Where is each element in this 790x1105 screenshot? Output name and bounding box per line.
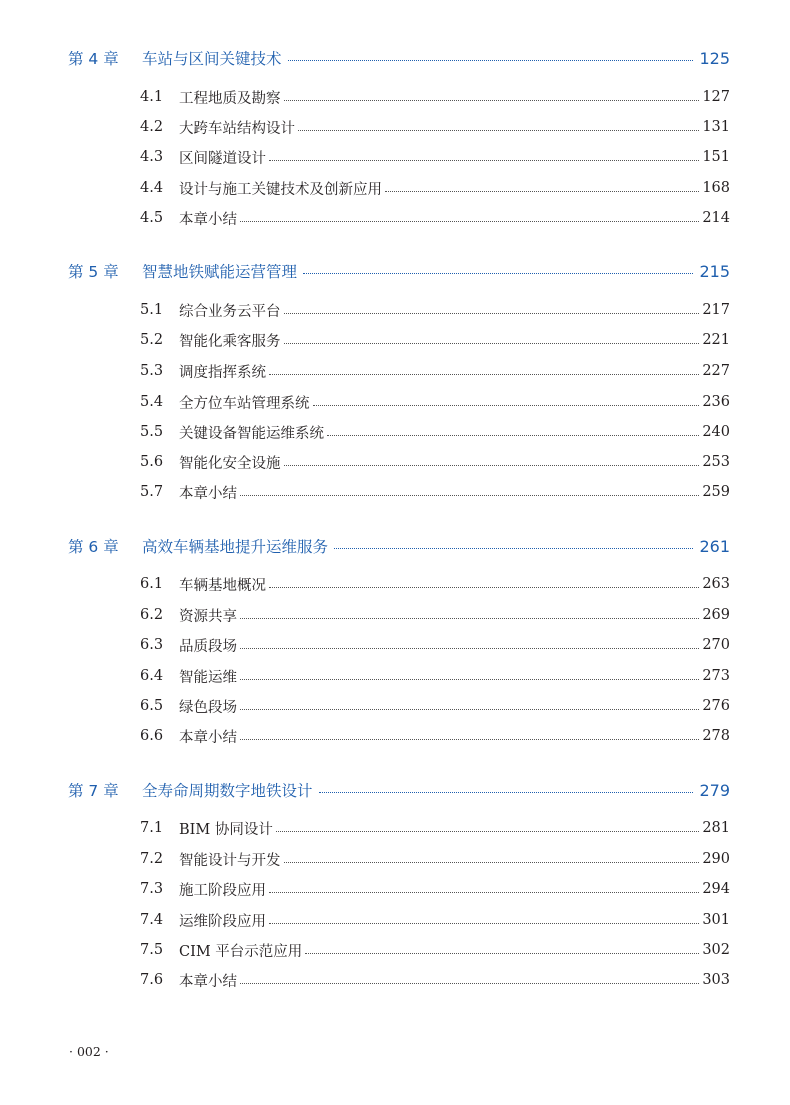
section-7-6-entry[interactable]: [140, 968, 730, 992]
dot-leader: [240, 709, 699, 710]
dot-leader: [313, 405, 700, 406]
dot-leader: [319, 792, 694, 793]
section-number: 7.4: [140, 912, 164, 928]
section-title: 车辆基地概况: [179, 577, 266, 594]
section-number: 5.2: [140, 332, 164, 348]
section-7-2-entry[interactable]: [140, 847, 730, 871]
dot-leader: [269, 923, 699, 924]
section-number: 5.1: [140, 302, 164, 318]
section-title: 施工阶段应用: [179, 882, 266, 899]
section-number: 6.3: [140, 637, 164, 653]
dot-leader: [385, 191, 699, 192]
section-5-2-entry[interactable]: [140, 328, 730, 352]
section-title: 智能设计与开发: [179, 852, 281, 869]
section-4-2-entry[interactable]: [140, 115, 730, 139]
section-title: 本章小结: [179, 973, 237, 990]
section-6-1-entry[interactable]: [140, 572, 730, 596]
page-folio: · 002 ·: [69, 1044, 109, 1059]
section-5-4-entry[interactable]: [140, 390, 730, 414]
section-page-number: 269: [702, 607, 730, 623]
section-title: CIM 平台示范应用: [179, 943, 303, 960]
chapter-title: 高效车辆基地提升运维服务: [142, 538, 329, 556]
section-title: 大跨车站结构设计: [179, 120, 295, 137]
section-page-number: 217: [702, 302, 730, 318]
section-7-4-entry[interactable]: [140, 908, 730, 932]
chapter-title: 全寿命周期数字地铁设计: [142, 782, 313, 800]
section-number: 7.1: [140, 820, 164, 836]
dot-leader: [240, 983, 699, 984]
section-5-5-entry[interactable]: [140, 420, 730, 444]
section-page-number: 303: [702, 972, 730, 988]
section-5-3-entry[interactable]: [140, 359, 730, 383]
chapter-page-number: 261: [699, 536, 730, 556]
section-number: 6.1: [140, 576, 164, 592]
section-page-number: 168: [702, 180, 730, 196]
chapter-4-entry[interactable]: [68, 45, 730, 71]
section-title: 全方位车站管理系统: [179, 395, 310, 412]
dot-leader: [288, 60, 694, 61]
dot-leader: [240, 221, 699, 222]
dot-leader: [284, 465, 700, 466]
section-5-6-entry[interactable]: [140, 450, 730, 474]
section-title: 本章小结: [179, 211, 237, 228]
chapter-7-entry[interactable]: [68, 777, 730, 803]
section-6-5-entry[interactable]: [140, 694, 730, 718]
dot-leader: [269, 160, 699, 161]
section-number: 4.2: [140, 119, 164, 135]
section-title: 关键设备智能运维系统: [179, 425, 324, 442]
section-title: 本章小结: [179, 729, 237, 746]
dot-leader: [298, 130, 699, 131]
section-number: 6.5: [140, 698, 164, 714]
chapter-5-entry[interactable]: [68, 258, 730, 284]
dot-leader: [240, 739, 699, 740]
section-title: 区间隧道设计: [179, 150, 266, 167]
section-page-number: 131: [702, 119, 730, 135]
dot-leader: [284, 313, 700, 314]
section-number: 6.4: [140, 668, 164, 684]
section-4-3-entry[interactable]: [140, 145, 730, 169]
section-title: 智能运维: [179, 669, 237, 686]
section-page-number: 302: [702, 942, 730, 958]
section-7-3-entry[interactable]: [140, 877, 730, 901]
chapter-6-entry[interactable]: [68, 533, 730, 559]
section-page-number: 270: [702, 637, 730, 653]
dot-leader: [240, 679, 699, 680]
dot-leader: [269, 587, 699, 588]
dot-leader: [334, 548, 693, 549]
section-number: 4.5: [140, 210, 164, 226]
section-page-number: 221: [702, 332, 730, 348]
section-number: 4.1: [140, 89, 164, 105]
section-title: 运维阶段应用: [179, 913, 266, 930]
dot-leader: [284, 343, 700, 344]
section-page-number: 263: [702, 576, 730, 592]
section-page-number: 127: [702, 89, 730, 105]
section-page-number: 253: [702, 454, 730, 470]
section-title: 绿色段场: [179, 699, 237, 716]
section-title: 智能化安全设施: [179, 455, 281, 472]
section-6-2-entry[interactable]: [140, 603, 730, 627]
section-number: 7.6: [140, 972, 164, 988]
section-title: BIM 协同设计: [179, 821, 273, 838]
dot-leader: [240, 618, 699, 619]
section-title: 资源共享: [179, 608, 237, 625]
section-page-number: 301: [702, 912, 730, 928]
section-4-5-entry[interactable]: [140, 206, 730, 230]
dot-leader: [303, 273, 693, 274]
chapter-title: 智慧地铁赋能运营管理: [142, 263, 298, 281]
section-page-number: 273: [702, 668, 730, 684]
section-4-4-entry[interactable]: [140, 176, 730, 200]
section-title: 设计与施工关键技术及创新应用: [179, 181, 382, 198]
section-number: 6.6: [140, 728, 164, 744]
chapter-page-number: 279: [699, 780, 730, 800]
section-number: 7.5: [140, 942, 164, 958]
section-6-3-entry[interactable]: [140, 633, 730, 657]
section-page-number: 236: [702, 394, 730, 410]
section-title: 调度指挥系统: [179, 364, 266, 381]
section-title: 工程地质及勘察: [179, 90, 281, 107]
chapter-page-number: 215: [699, 261, 730, 281]
dot-leader: [269, 374, 699, 375]
section-number: 4.4: [140, 180, 164, 196]
chapter-title: 车站与区间关键技术: [142, 50, 282, 68]
section-title: 品质段场: [179, 638, 237, 655]
section-page-number: 214: [702, 210, 730, 226]
section-page-number: 281: [702, 820, 730, 836]
section-7-1-entry[interactable]: [140, 816, 730, 840]
dot-leader: [276, 831, 699, 832]
chapter-number: 第 4 章: [68, 50, 119, 68]
section-6-6-entry[interactable]: [140, 724, 730, 748]
section-number: 7.3: [140, 881, 164, 897]
dot-leader: [305, 953, 699, 954]
dot-leader: [240, 495, 699, 496]
section-5-7-entry[interactable]: [140, 480, 730, 504]
section-title: 本章小结: [179, 485, 237, 502]
section-number: 5.7: [140, 484, 164, 500]
section-6-4-entry[interactable]: [140, 664, 730, 688]
section-7-5-entry[interactable]: [140, 938, 730, 962]
chapter-number: 第 6 章: [68, 538, 119, 556]
section-page-number: 151: [702, 149, 730, 165]
section-4-1-entry[interactable]: [140, 85, 730, 109]
section-number: 6.2: [140, 607, 164, 623]
chapter-number: 第 7 章: [68, 782, 119, 800]
section-title: 综合业务云平台: [179, 303, 281, 320]
section-title: 智能化乘客服务: [179, 333, 281, 350]
section-number: 5.5: [140, 424, 164, 440]
section-5-1-entry[interactable]: [140, 298, 730, 322]
dot-leader: [269, 892, 699, 893]
section-page-number: 290: [702, 851, 730, 867]
section-page-number: 240: [702, 424, 730, 440]
section-page-number: 227: [702, 363, 730, 379]
section-page-number: 294: [702, 881, 730, 897]
dot-leader: [327, 435, 699, 436]
section-number: 5.4: [140, 394, 164, 410]
dot-leader: [240, 648, 699, 649]
section-number: 4.3: [140, 149, 164, 165]
chapter-number: 第 5 章: [68, 263, 119, 281]
section-page-number: 276: [702, 698, 730, 714]
dot-leader: [284, 862, 700, 863]
section-number: 5.3: [140, 363, 164, 379]
section-number: 5.6: [140, 454, 164, 470]
section-number: 7.2: [140, 851, 164, 867]
chapter-page-number: 125: [699, 48, 730, 68]
section-page-number: 259: [702, 484, 730, 500]
section-page-number: 278: [702, 728, 730, 744]
dot-leader: [284, 100, 700, 101]
